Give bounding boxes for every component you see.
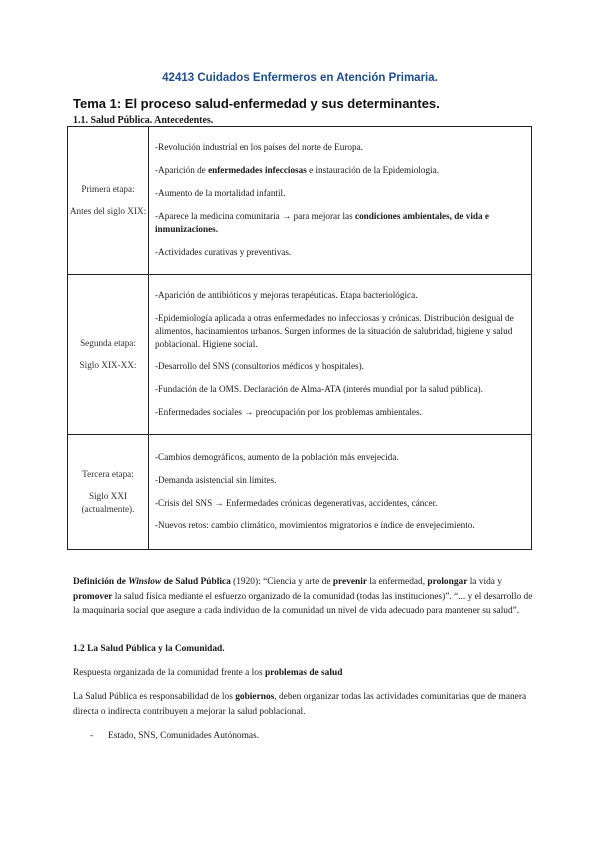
list-item: -Aparición de enfermedades infecciosas e instauración de la Epidemiología. (155, 165, 439, 176)
stage-label-line: Primera etapa: (81, 184, 135, 195)
list-item: -Enfermedades sociales → preocupación por los problemas ambientales. (155, 407, 422, 418)
list-item: -Aparece la medicina comunitaria → para mejorar las condiciones ambientales, de vida e inmunizaciones. (155, 211, 489, 234)
list-item (90, 731, 259, 741)
stage-label (68, 127, 149, 275)
list-item: -Actividades curativas y preventivas. (155, 246, 292, 257)
stage-items (149, 127, 532, 275)
stage-label-line: Antes del siglo XIX: (69, 206, 147, 216)
section-heading-1-2: 1.2 La Salud Pública y la Comunidad. (73, 644, 225, 654)
bullet-text: Estado, SNS, Comunidades Autónomas. (108, 731, 260, 741)
list-item: -Aumento de la mortalidad infantil. (155, 188, 286, 199)
list-item: -Aparición de antibióticos y mejoras terapéuticas. Etapa bacteriológica. (155, 289, 418, 300)
stages-table (67, 126, 532, 550)
list-item: -Desarrollo del SNS (consultorios médicos y hospitales). (155, 361, 364, 372)
bullet-dash: - (90, 731, 94, 741)
course-title: 42413 Cuidados Enfermeros en Atención Primaria. (162, 72, 438, 84)
table-row (68, 275, 532, 435)
winslow-definition: Definición de Winslow de Salud Pública (1920): “Ciencia y arte de prevenir la enfermedad, prolongar la vida y promover la salud física mediante el esfuerzo organizado de la comunidad (todas las instituciones)”. “... y el desarrollo de la maquinaria social que asegure a cada individuo de la comunidad un nivel de vida adecuado para mantener su salud”. (73, 577, 533, 617)
stage-label-line: (actualmente). (81, 503, 135, 514)
list-item: -Revolución industrial en los países del norte de Europa. (155, 142, 363, 153)
list-item: -Demanda asistencial sin límites. (155, 474, 277, 485)
list-item: -Crisis del SNS → Enfermedades crónicas degenerativas, accidentes, cáncer. (155, 497, 438, 508)
list-item: -Fundación de la OMS. Declaración de Alma-ATA (interés mundial por la salud pública). (155, 384, 483, 395)
table-row (68, 435, 532, 550)
section-heading-1-1: 1.1. Salud Pública. Antecedentes. (73, 115, 214, 126)
table-row (68, 127, 532, 275)
list-item: -Cambios demográficos, aumento de la población más envejecida. (155, 451, 399, 462)
community-paragraph-2: La Salud Pública es responsabilidad de los gobiernos, deben organizar todas las actividades comunitarias que de manera directa o indirecta contribuyen a mejorar la salud poblacional. (73, 692, 527, 717)
stage-items (149, 275, 532, 435)
list-item: -Nuevos retos: cambio climático, movimientos migratorios e índice de envejecimiento. (155, 520, 475, 531)
stage-label (68, 275, 149, 435)
stage-label-line: Siglo XXI (88, 491, 128, 502)
list-item: -Epidemiología aplicada a otras enfermedades no infecciosas y crónicas. Distribución desigual de alimentos, hacinamientos urbanos. Surgen informes de la situación de salubridad, higiene y salud poblacional. Higiene social. (155, 312, 514, 349)
theme-title: Tema 1: El proceso salud-enfermedad y sus determinantes. (73, 96, 440, 111)
stage-label-line: Segunda etapa: (80, 338, 136, 349)
stage-items (149, 435, 532, 550)
stage-label-line: Siglo XIX-XX: (79, 360, 137, 370)
stage-label (68, 435, 149, 550)
community-paragraph-1: Respuesta organizada de la comunidad frente a los problemas de salud (73, 668, 343, 678)
stage-label-line: Tercera etapa: (82, 469, 134, 480)
